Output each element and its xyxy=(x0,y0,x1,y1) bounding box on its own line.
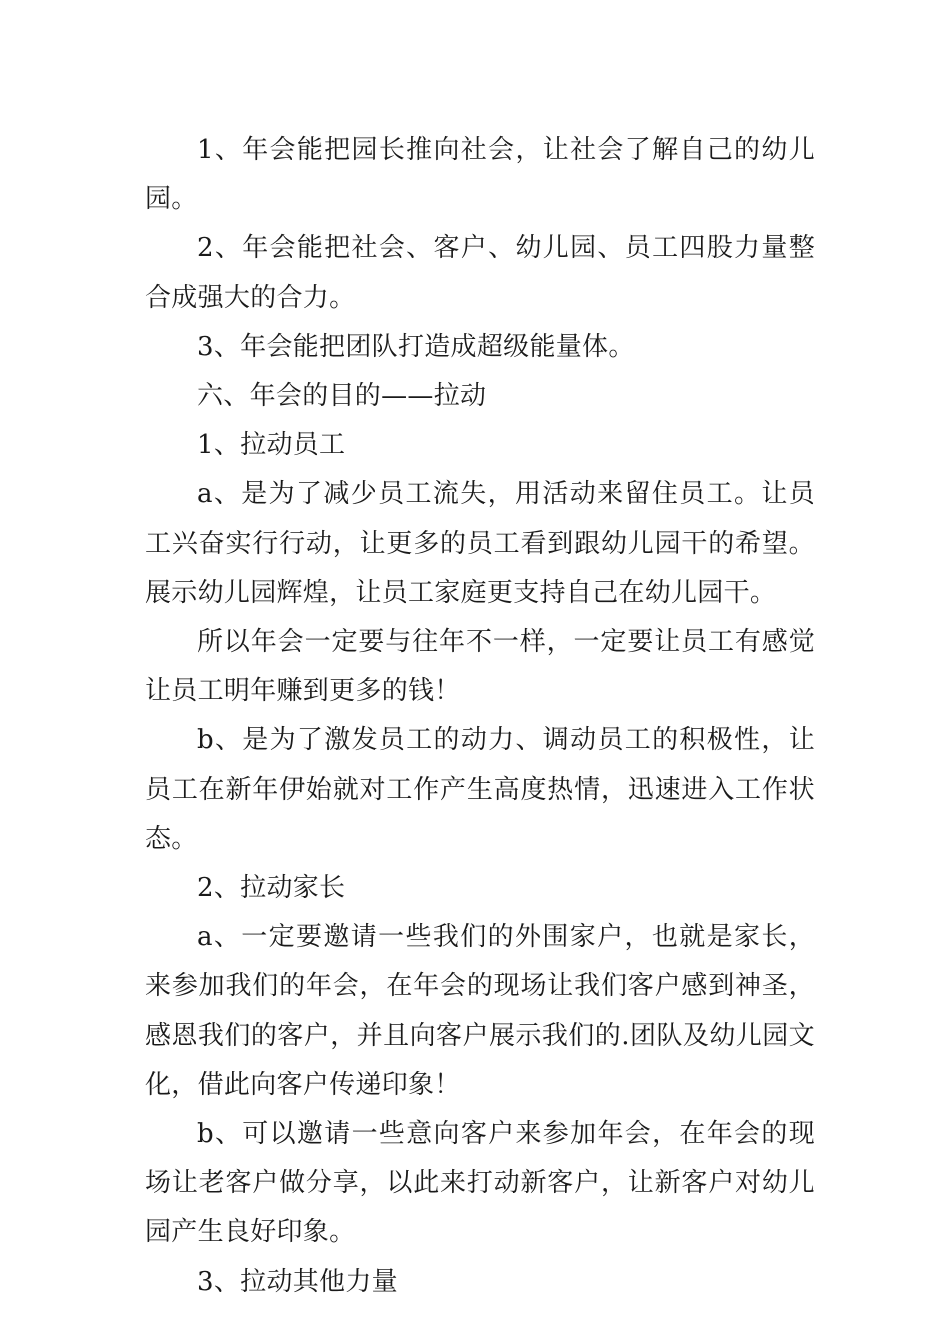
paragraph-2: 2、年会能把社会、客户、幼儿园、员工四股力量整合成强大的合力。 xyxy=(145,233,815,313)
paragraph-parents-a: a、一定要邀请一些我们的外围家户，也就是家长，来参加我们的年会，在年会的现场让我们客户感到神圣，感恩我们的客户，并且向客户展示我们的.团队及幼儿园文化，借此向客户传递印象！ xyxy=(145,922,815,1100)
subheading-employees: 1、拉动员工 xyxy=(197,430,346,461)
paragraph-employees-note: 所以年会一定要与往年不一样，一定要让员工有感觉让员工明年赚到更多的钱！ xyxy=(145,627,815,707)
paragraph-parents-b: b、可以邀请一些意向客户来参加年会，在年会的现场让老客户做分享，以此来打动新客户，让新客户对幼儿园产生良好印象。 xyxy=(145,1119,815,1248)
document-body xyxy=(145,126,815,1307)
section-heading-6: 六、年会的目的——拉动 xyxy=(197,381,487,412)
paragraph-employees-b: b、是为了激发员工的动力、调动员工的积极性，让员工在新年伊始就对工作产生高度热情，迅速进入工作状态。 xyxy=(145,725,815,854)
subheading-other-forces: 3、拉动其他力量 xyxy=(197,1266,398,1297)
paragraph-employees-a: a、是为了减少员工流失，用活动来留住员工。让员工兴奋实行行动，让更多的员工看到跟幼儿园干的希望。展示幼儿园辉煌，让员工家庭更支持自己在幼儿园干。 xyxy=(145,479,815,608)
paragraph-1: 1、年会能把园长推向社会，让社会了解自己的幼儿园。 xyxy=(145,135,815,215)
paragraph-3: 3、年会能把团队打造成超级能量体。 xyxy=(197,331,635,362)
subheading-parents: 2、拉动家长 xyxy=(197,873,346,904)
